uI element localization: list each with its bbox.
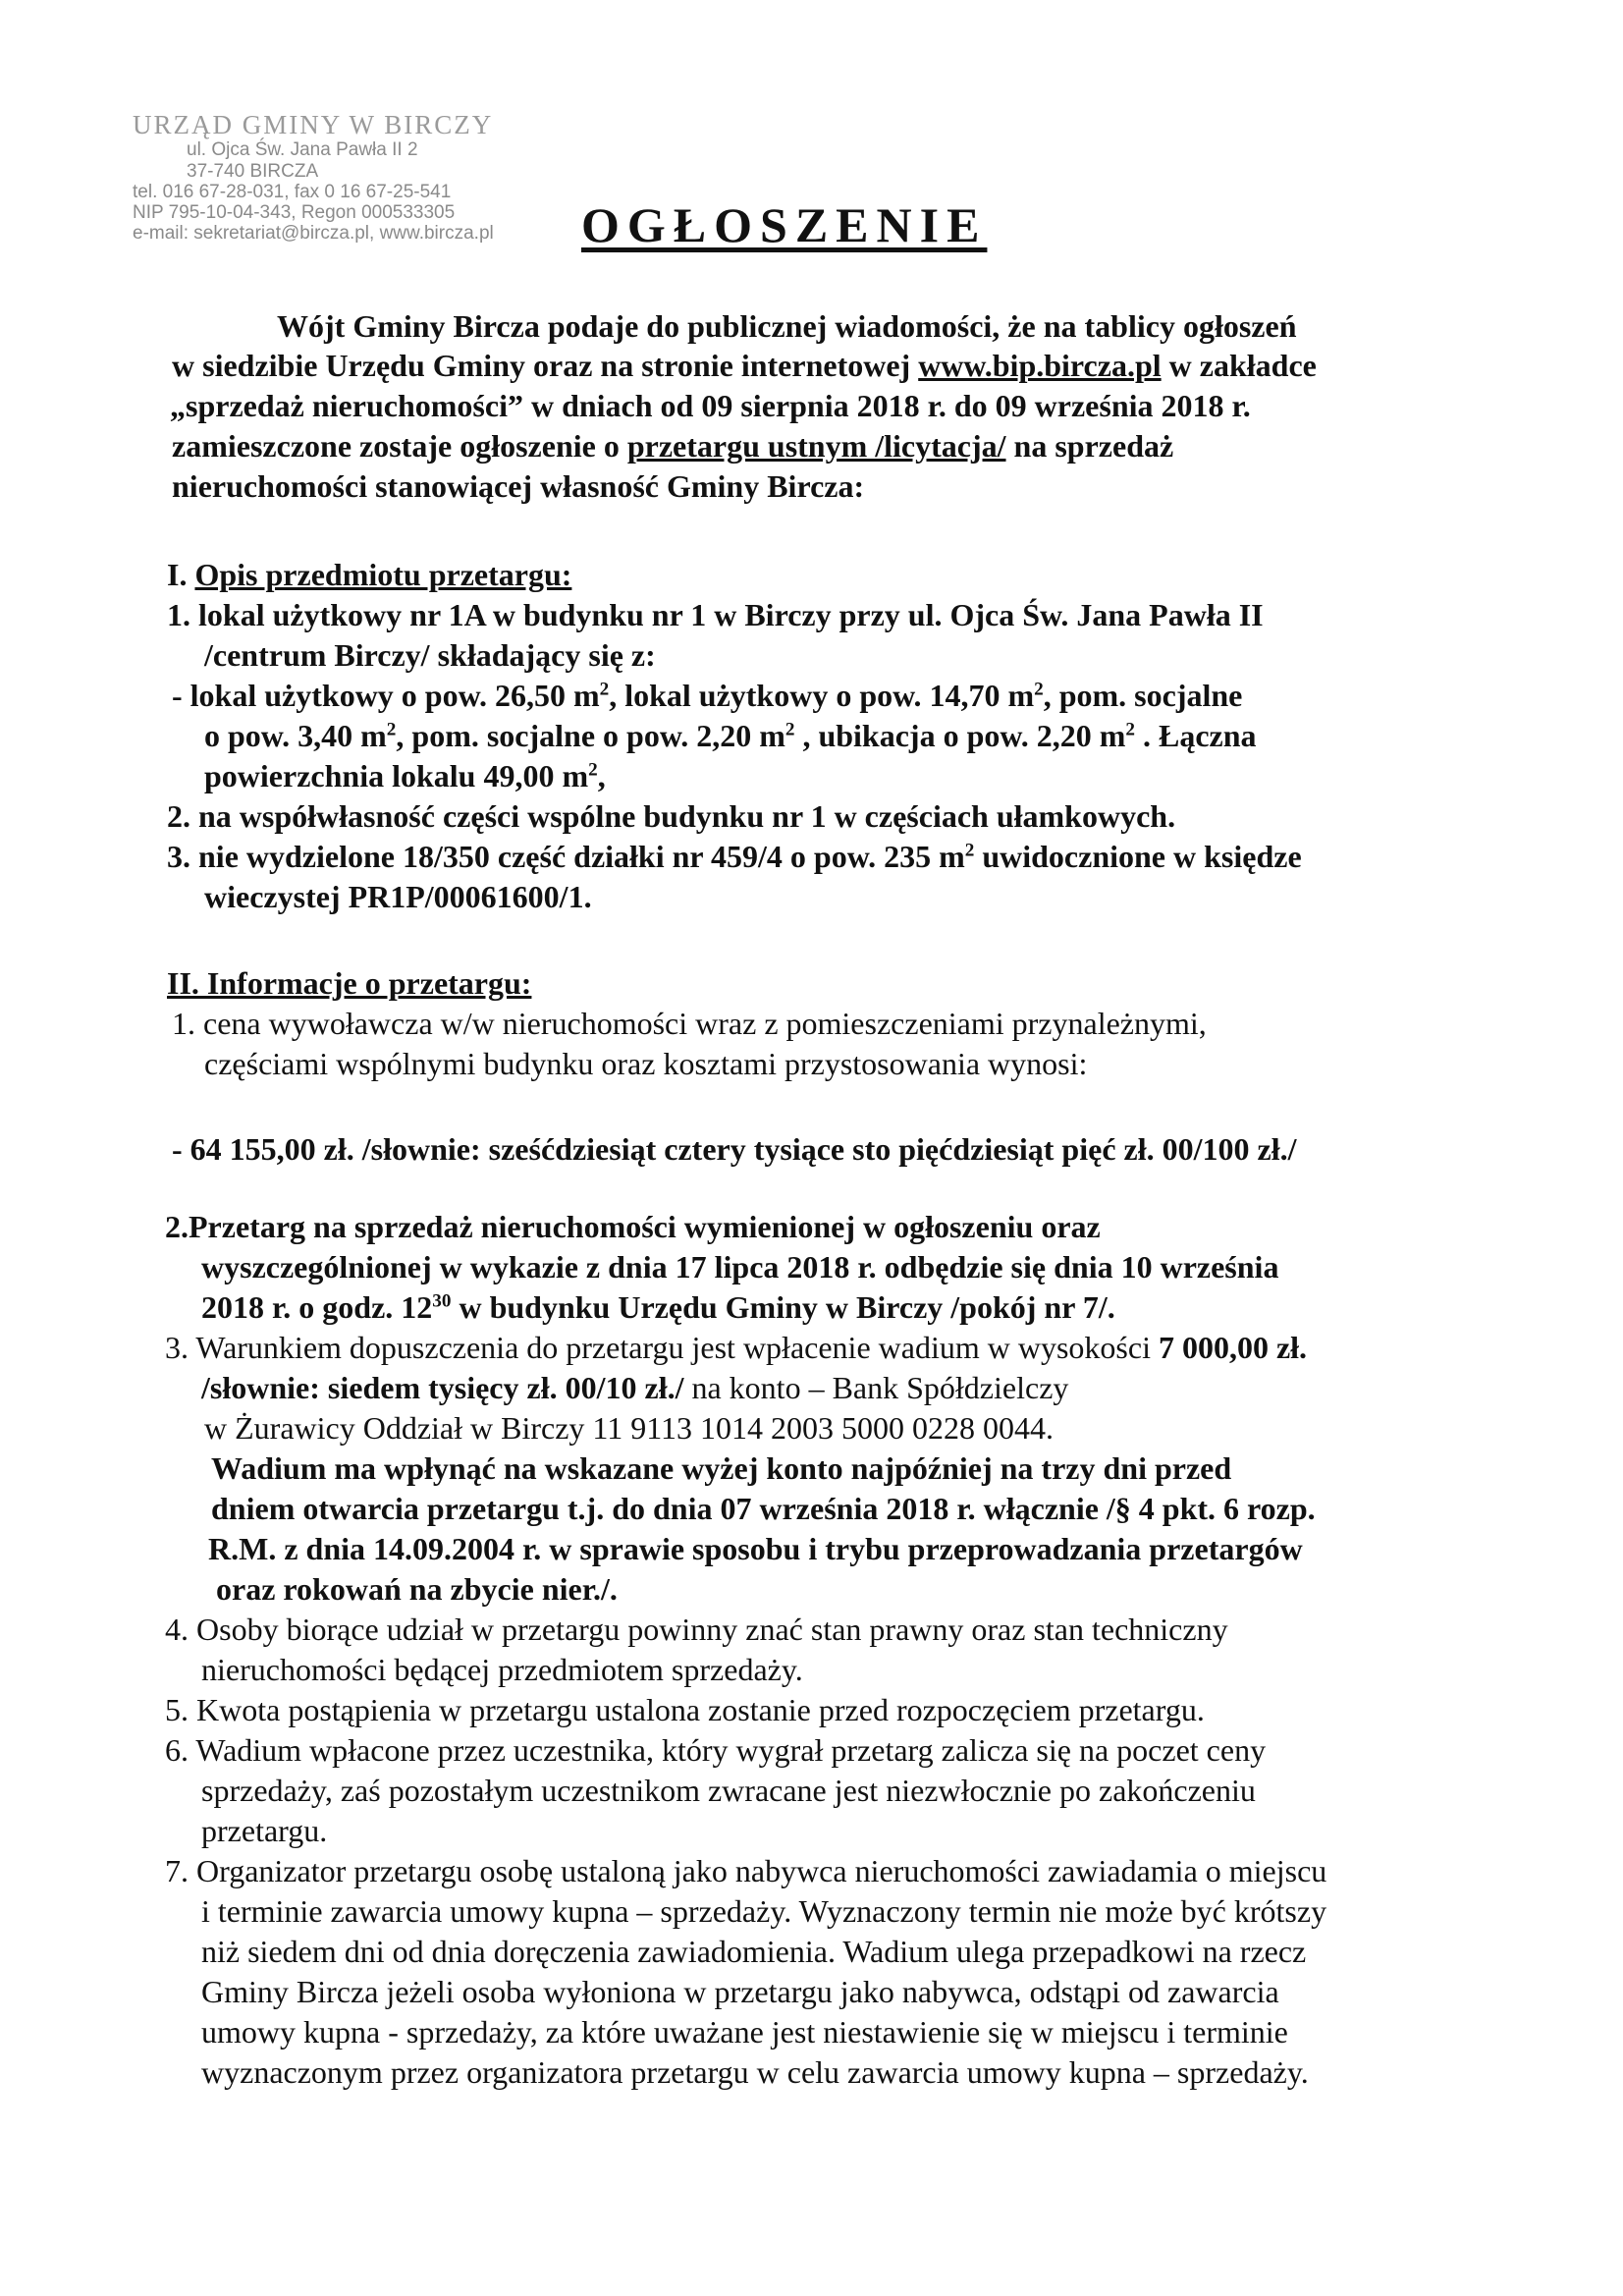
- document-title: OGŁOSZENIE: [581, 197, 988, 252]
- section-1-line-5: [204, 756, 606, 795]
- stamp-city: 37-740 BIRCZA: [187, 160, 319, 182]
- section-2-p1-line-2: częściami wspólnymi budynku oraz kosztami przystosowania wynosi:: [204, 1046, 1088, 1081]
- section-1-line-4: [204, 716, 1257, 755]
- plot-share: 3. nie wydzielone 18/350 część działki nr 459/4 o pow. 235 m: [167, 839, 965, 874]
- section-1-line-2: /centrum Birczy/ składający się z:: [204, 637, 656, 673]
- section-1-line-7: [167, 837, 1302, 876]
- section-2-p7-line-4: Gminy Bircza jeżeli osoba wyłoniona w przetargu jako nabywca, odstąpi od zawarcia: [201, 1974, 1279, 2009]
- section-2-p2-line-1: 2.Przetarg na sprzedaż nieruchomości wymienionej w ogłoszeniu oraz: [165, 1209, 1101, 1244]
- section-1-heading: [167, 555, 571, 594]
- section-2-p7-line-6: wyznaczonym przez organizatora przetargu w celu zawarcia umowy kupna – sprzedaży.: [201, 2054, 1309, 2090]
- section-2-p3-line-5: dniem otwarcia przetargu t.j. do dnia 07 września 2018 r. włącznie /§ 4 pkt. 6 rozp.: [211, 1491, 1316, 1526]
- sup-2: 2: [1125, 719, 1135, 740]
- section-2-p3-line-1: [165, 1328, 1307, 1367]
- area-5: , ubikacja o pow. 2,20 m: [794, 718, 1126, 753]
- intro-line-2: [172, 346, 1317, 385]
- section-2-p3-line-6: R.M. z dnia 14.09.2004 r. w sprawie sposobu i trybu przeprowadzania przetargów: [208, 1531, 1303, 1566]
- sup-2: 2: [784, 719, 795, 740]
- section-2-p7-line-1: 7. Organizator przetargu osobę ustaloną jako nabywca nieruchomości zawiadamia o miejscu: [165, 1853, 1327, 1888]
- section-2-p2-line-3: [201, 1287, 1115, 1327]
- stamp-email-www: e-mail: sekretariat@bircza.pl, www.bircza.pl: [133, 223, 494, 245]
- sup-2: 2: [599, 679, 610, 700]
- section-1-line-6: 2. na współwłasność części wspólne budynku nr 1 w częściach ułamkowych.: [167, 798, 1176, 834]
- intro-line-1: Wójt Gminy Bircza podaje do publicznej wiadomości, że na tablicy ogłoszeń: [277, 308, 1297, 344]
- sup-2: 2: [386, 719, 397, 740]
- area-3-label: , pom. socjalne: [1043, 678, 1243, 713]
- deposit-amount: 7 000,00 zł.: [1158, 1330, 1308, 1365]
- total-area-comma: ,: [597, 758, 606, 793]
- bank-name: na konto – Bank Spółdzielczy: [683, 1370, 1069, 1405]
- area-2: , lokal użytkowy o pow. 14,70 m: [609, 678, 1035, 713]
- bip-link[interactable]: www.bip.bircza.pl: [918, 348, 1162, 383]
- starting-price: - 64 155,00 zł. /słownie: sześćdziesiąt cztery tysiące sto pięćdziesiąt pięć zł. 00/100 zł./: [172, 1131, 1297, 1167]
- section-2-p3-line-4: Wadium ma wpłynąć na wskazane wyżej konto najpóźniej na trzy dni przed: [211, 1450, 1232, 1486]
- auction-location: w budynku Urzędu Gminy w Birczy /pokój nr 7/.: [451, 1289, 1115, 1325]
- area-1: - lokal użytkowy o pow. 26,50 m: [172, 678, 600, 713]
- plot-share-tail: uwidocznione w księdze: [974, 839, 1302, 874]
- bank-account: w Żurawicy Oddział w Birczy 11 9113 1014 2003 5000 0228 0044.: [204, 1410, 1055, 1446]
- section-1-number: I.: [167, 557, 195, 592]
- deposit-words: /słownie: siedem tysięcy zł. 00/10 zł./: [201, 1370, 684, 1405]
- area-4: , pom. socjalne o pow. 2,20 m: [396, 718, 785, 753]
- section-2-p4-line-1: 4. Osoby biorące udział w przetargu powinny znać stan prawny oraz stan techniczny: [165, 1612, 1228, 1647]
- section-2-p4-line-2: nieruchomości będącej przedmiotem sprzedaży.: [201, 1652, 803, 1687]
- total-label: . Łączna: [1134, 718, 1257, 753]
- total-area: powierzchnia lokalu 49,00 m: [204, 758, 589, 793]
- section-1-heading-text: Opis przedmiotu przetargu:: [194, 557, 572, 592]
- section-2-p7-line-2: i terminie zawarcia umowy kupna – sprzedaży. Wyznaczony termin nie może być krótszy: [201, 1893, 1327, 1929]
- section-2-p6-line-3: przetargu.: [201, 1813, 328, 1848]
- intro-line-5: nieruchomości stanowiącej własność Gminy Bircza:: [172, 468, 865, 504]
- section-1-line-1: 1. lokal użytkowy nr 1A w budynku nr 1 w Birczy przy ul. Ojca Św. Jana Pawła II: [167, 597, 1264, 632]
- area-3: o pow. 3,40 m: [204, 718, 387, 753]
- section-2-p7-line-3: niż siedem dni od dnia doręczenia zawiadomienia. Wadium ulega przepadkowi na rzecz: [201, 1934, 1307, 1969]
- sup-2: 2: [1034, 679, 1044, 700]
- section-2-p2-line-2: wyszczególnionej w wykazie z dnia 17 lipca 2018 r. odbędzie się dnia 10 września: [201, 1249, 1279, 1285]
- time-minutes-sup: 30: [432, 1290, 452, 1312]
- intro-line-4-text: zamieszczone zostaje ogłoszenie o: [172, 428, 627, 464]
- stamp-street: ul. Ojca Św. Jana Pawła II 2: [187, 139, 418, 161]
- intro-line-4-tail: na sprzedaż: [1005, 428, 1174, 464]
- section-2-heading: II. Informacje o przetargu:: [167, 965, 532, 1001]
- section-2-p7-line-5: umowy kupna - sprzedaży, za które uważane jest niestawienie się w miejscu i terminie: [201, 2014, 1288, 2050]
- intro-line-3: „sprzedaż nieruchomości” w dniach od 09 sierpnia 2018 r. do 09 września 2018 r.: [170, 388, 1251, 423]
- section-1-line-8: wieczystej PR1P/00061600/1.: [204, 879, 592, 914]
- section-2-p6-line-2: sprzedaży, zaś pozostałym uczestnikom zwracane jest niezwłocznie po zakończeniu: [201, 1773, 1256, 1808]
- deposit-text: 3. Warunkiem dopuszczenia do przetargu jest wpłacenie wadium w wysokości: [165, 1330, 1159, 1365]
- intro-auction-type: przetargu ustnym /licytacja/: [626, 428, 1006, 464]
- intro-line-2-tail: w zakładce: [1161, 348, 1317, 383]
- stamp-phone-fax: tel. 016 67-28-031, fax 0 16 67-25-541: [133, 181, 452, 202]
- section-2-p5-line-1: 5. Kwota postąpienia w przetargu ustalona zostanie przed rozpoczęciem przetargu.: [165, 1692, 1205, 1727]
- auction-date-time: 2018 r. o godz. 12: [201, 1289, 433, 1325]
- sup-2: 2: [588, 759, 598, 781]
- stamp-office-name: URZĄD GMINY W BIRCZY: [133, 110, 494, 139]
- sup-2: 2: [964, 840, 975, 861]
- section-2-p1-line-1: 1. cena wywoławcza w/w nieruchomości wraz z pomieszczeniami przynależnymi,: [172, 1006, 1207, 1041]
- section-2-p3-line-2: [201, 1368, 1068, 1407]
- section-2-p3-line-7: oraz rokowań na zbycie nier./.: [216, 1571, 618, 1607]
- section-2-p6-line-1: 6. Wadium wpłacone przez uczestnika, który wygrał przetarg zalicza się na poczet ceny: [165, 1732, 1267, 1768]
- intro-line-2-text: w siedzibie Urzędu Gminy oraz na stronie internetowej: [172, 348, 919, 383]
- intro-line-4: [172, 426, 1173, 465]
- section-1-line-3: [172, 676, 1242, 715]
- stamp-nip-regon: NIP 795-10-04-343, Regon 000533305: [133, 202, 456, 224]
